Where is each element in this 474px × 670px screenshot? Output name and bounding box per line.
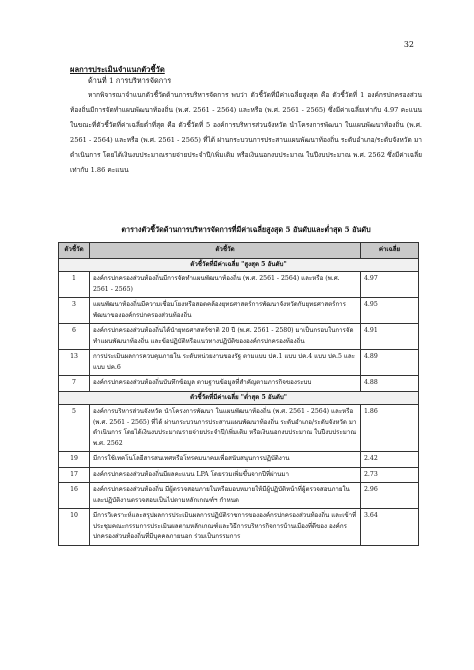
indicator-cell: องค์กรปกครองส่วนท้องถิ่นได้นำยุทธศาสตร์ชาติ 20 ปี (พ.ศ. 2561 - 2580) มาเป็นกรอบในการจัดทำแผนพัฒนาท้องถิ่น และข้อปฏิบัติหรือแนวทางปฏิบัติขององค์กรปกครองท้องถิ่น bbox=[90, 324, 361, 350]
group-label: ตัวชี้วัดที่มีค่าเฉลี่ย "ต่ำสุด 5 อันดับ" bbox=[59, 391, 419, 405]
table-row bbox=[59, 298, 419, 324]
indicator-table bbox=[58, 242, 419, 546]
table-row bbox=[59, 452, 419, 468]
indicator-cell: มีการวิเคราะห์และสรุปผลการประเมินผลการปฏิบัติราชการขององค์กรปกครองส่วนท้องถิ่น และเข้าที่ประชุมคณะกรรมการประเมินผลตามหลักเกณฑ์และวิธีการบริหารกิจการบ้านเมืองที่ดีของ องค์กรปกครองส่วนท้องถิ่นที่มีบุคคลภายนอก ร่วมเป็นกรรมการ bbox=[90, 509, 361, 546]
average-cell: 1.86 bbox=[361, 405, 419, 452]
indicator-cell: องค์กรปกครองส่วนท้องถิ่น มีผู้ตรวจสอบภายในหรือมอบหมายให้มีผู้ปฏิบัติหน้าที่ผู้ตรวจสอบภายในและปฏิบัติงานตรวจสอบเป็นไปตามหลักเกณฑ์ฯ กำหนด bbox=[90, 483, 361, 509]
page-number: 32 bbox=[403, 40, 414, 49]
rank-cell: 16 bbox=[59, 483, 90, 509]
rank-cell: 10 bbox=[59, 509, 90, 546]
average-cell: 2.96 bbox=[361, 483, 419, 509]
rank-cell: 17 bbox=[59, 467, 90, 483]
indicator-cell: องค์กรปกครองส่วนท้องถิ่นมีผลคะแนน LPA โดยรวมเพิ่มขึ้นจากปีที่ผ่านมา bbox=[90, 467, 361, 483]
group-row-lowest bbox=[59, 391, 419, 405]
section-heading: ผลการประเมินจำแนกตัวชี้วัด bbox=[70, 65, 165, 74]
rank-cell: 3 bbox=[59, 298, 90, 324]
header-indicator: ตัวชี้วัด bbox=[90, 243, 361, 259]
table-row bbox=[59, 405, 419, 452]
table-row bbox=[59, 350, 419, 376]
table-row bbox=[59, 467, 419, 483]
table-header-row bbox=[59, 243, 419, 259]
indicator-cell: การประเมินผลการควบคุมภายใน ระดับหน่วยงานของรัฐ ตามแบบ ปค.1 แบบ ปค.4 แบบ ปค.5 และแบบ ปค.6 bbox=[90, 350, 361, 376]
rank-cell: 19 bbox=[59, 452, 90, 468]
section-subheading: ด้านที่ 1 การบริหารจัดการ bbox=[88, 76, 172, 85]
indicator-cell: องค์กรปกครองส่วนท้องถิ่นบันทึกข้อมูล ตามฐานข้อมูลที่สำคัญตามภารกิจของระบบ bbox=[90, 376, 361, 392]
average-cell: 4.95 bbox=[361, 298, 419, 324]
rank-cell: 1 bbox=[59, 272, 90, 298]
table-row bbox=[59, 272, 419, 298]
group-label: ตัวชี้วัดที่มีค่าเฉลี่ย "สูงสุด 5 อันดับ" bbox=[59, 258, 419, 272]
average-cell: 4.91 bbox=[361, 324, 419, 350]
average-cell: 3.64 bbox=[361, 509, 419, 546]
average-cell: 4.89 bbox=[361, 350, 419, 376]
rank-cell: 6 bbox=[59, 324, 90, 350]
header-average: ค่าเฉลี่ย bbox=[361, 243, 419, 259]
table-row bbox=[59, 509, 419, 546]
table-row bbox=[59, 376, 419, 392]
summary-paragraph: หากพิจารณาจำแนกตัวชี้วัดด้านการบริหารจัดการ พบว่า ตัวชี้วัดที่มีค่าเฉลี่ยสูงสุด คือ ตัวชี้วัดที่ 1 องค์กรปกครองส่วนท้องถิ่นมีการจัดทำแผนพัฒนาท้องถิ่น (พ.ศ. 2561 - 2564) และหรือ (พ.ศ. 2561 - 2565) ซึ่งมีค่าเฉลี่ยเท่ากับ 4.97 คะแนน ในขณะที่ตัวชี้วัดที่ค่าเฉลี่ยต่ำที่สุด คือ ตัวชี้วัดที่ 5 องค์การบริหารส่วนจังหวัด นำโครงการพัฒนา ในแผนพัฒนาท้องถิ่น (พ.ศ. 2561 - 2564) และหรือ (พ.ศ. 2561 - 2565) ที่ได้ ผ่านกระบวนการประสานแผนพัฒนาท้องถิ่น ระดับอำเภอ/ระดับจังหวัด มาดำเนินการ โดยได้เงินงบประมาณรายจ่ายประจำปี/เพิ่มเติม หรือเงินนอกงบประมาณ ในปีงบประมาณ พ.ศ. 2562 ซึ่งมีค่าเฉลี่ยเท่ากับ 1.86 คะแนน bbox=[70, 91, 422, 174]
indicator-cell: มีการใช้เทคโนโลยีสารสนเทศหรือโทรคมนาคมเพื่อสนับสนุนการปฏิบัติงาน bbox=[90, 452, 361, 468]
average-cell: 2.73 bbox=[361, 467, 419, 483]
indicator-cell: องค์การบริหารส่วนจังหวัด นำโครงการพัฒนา ในแผนพัฒนาท้องถิ่น (พ.ศ. 2561 - 2564) และหรือ (พ.ศ. 2561 - 2565) ที่ได้ ผ่านกระบวนการประสานแผนพัฒนาท้องถิ่น ระดับอำเภอ/ระดับจังหวัด มาดำเนินการ โดยได้เงินงบประมาณรายจ่ายประจำปี/เพิ่มเติม หรือเงินนอกงบประมาณ ในปีงบประมาณ พ.ศ. 2562 bbox=[90, 405, 361, 452]
group-row-highest bbox=[59, 258, 419, 272]
average-cell: 4.97 bbox=[361, 272, 419, 298]
table-title: ตารางตัวชี้วัดด้านการบริหารจัดการที่มีค่าเฉลี่ยสูงสุด 5 อันดับและต่ำสุด 5 อันดับ bbox=[121, 225, 371, 234]
rank-cell: 13 bbox=[59, 350, 90, 376]
table-row bbox=[59, 324, 419, 350]
average-cell: 2.42 bbox=[361, 452, 419, 468]
header-rank: ตัวชี้วัด bbox=[59, 243, 90, 259]
indicator-cell: แผนพัฒนาท้องถิ่นมีความเชื่อมโยงหรือสอดคล้องยุทธศาสตร์การพัฒนาจังหวัดกับยุทธศาสตร์การพัฒนาขององค์กรปกครองส่วนท้องถิ่น bbox=[90, 298, 361, 324]
table-row bbox=[59, 483, 419, 509]
rank-cell: 5 bbox=[59, 405, 90, 452]
average-cell: 4.88 bbox=[361, 376, 419, 392]
rank-cell: 7 bbox=[59, 376, 90, 392]
indicator-cell: องค์กรปกครองส่วนท้องถิ่นมีการจัดทำแผนพัฒนาท้องถิ่น (พ.ศ. 2561 - 2564) และหรือ (พ.ศ. 2561 - 2565) bbox=[90, 272, 361, 298]
